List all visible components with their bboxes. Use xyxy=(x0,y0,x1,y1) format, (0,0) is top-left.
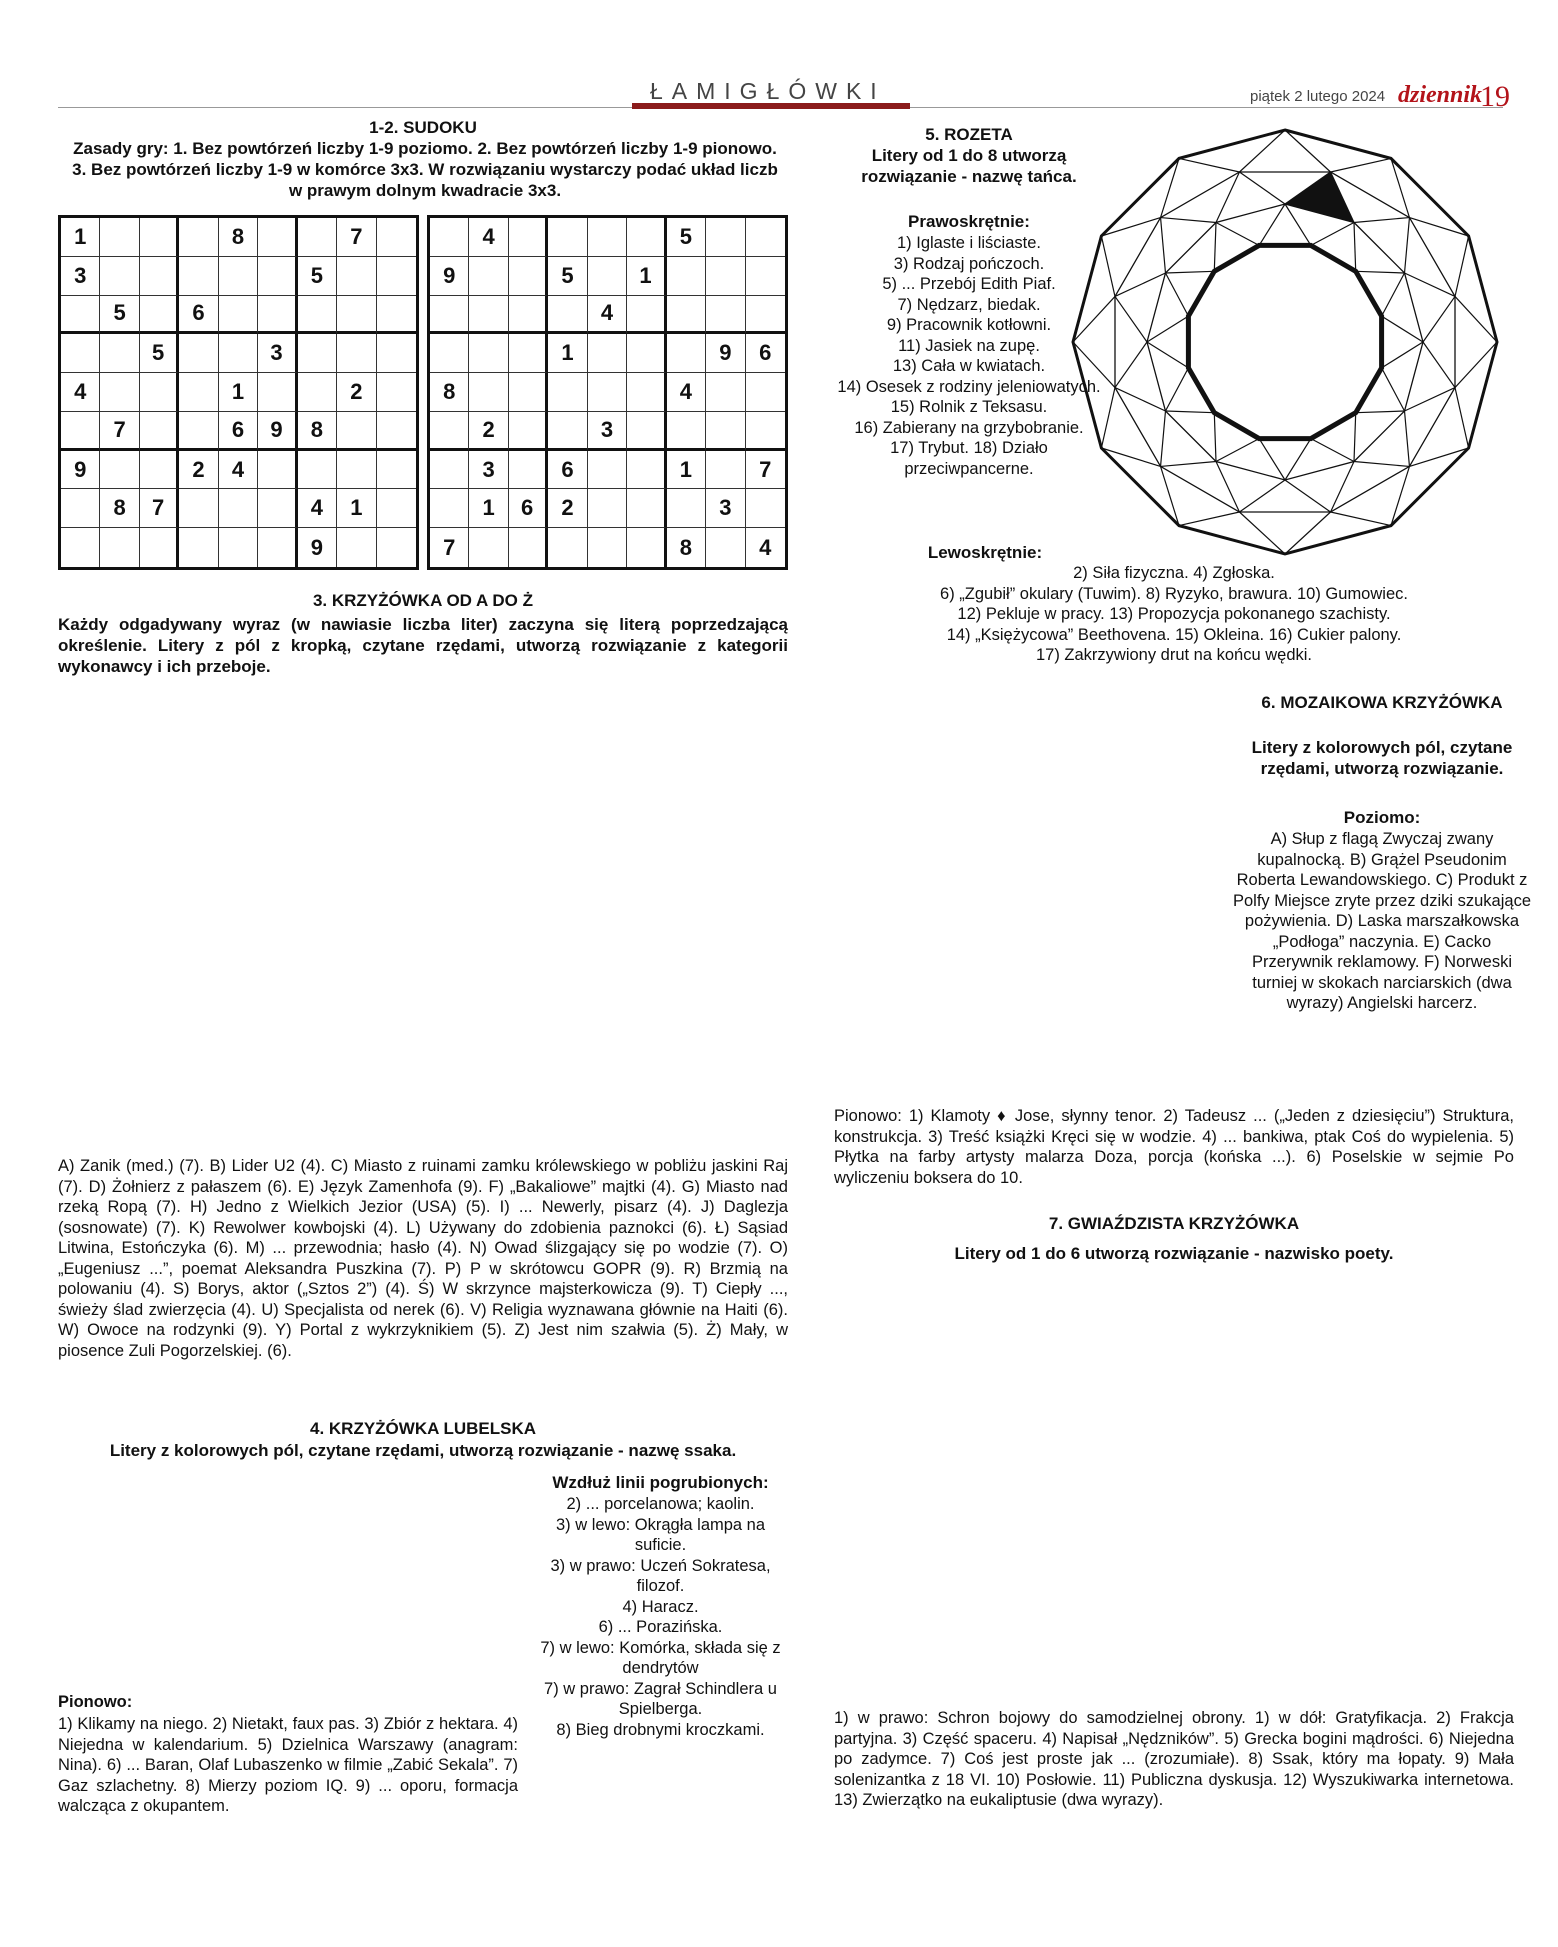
sudoku-cell[interactable] xyxy=(337,257,376,296)
gwiazda-intro: Litery od 1 do 6 utworzą rozwiązanie - nazwisko poety. xyxy=(954,1244,1394,1263)
sudoku-cell[interactable] xyxy=(337,451,376,490)
sudoku-cell[interactable] xyxy=(548,373,587,412)
sudoku-cell[interactable] xyxy=(746,412,785,451)
rozeta-edge xyxy=(1354,222,1356,271)
mozaika-title: 6. MOZAIKOWA KRZYŻÓWKA xyxy=(1261,693,1503,712)
sudoku-cell[interactable] xyxy=(509,528,548,567)
sudoku-cell[interactable] xyxy=(430,451,469,490)
rozeta-edge xyxy=(1356,271,1405,273)
sudoku-cell[interactable]: 8 xyxy=(430,373,469,412)
rozeta-edge xyxy=(1165,271,1214,273)
rozeta-left-clue: 14) „Księżycowa” Beethovena. 15) Okleina. 16) Cukier palony. xyxy=(946,625,1402,644)
sudoku-cell[interactable] xyxy=(61,412,100,451)
sudoku-cell[interactable]: 1 xyxy=(548,334,587,373)
sudoku-cell[interactable] xyxy=(179,412,218,451)
sudoku-cell[interactable] xyxy=(140,412,179,451)
rozeta-edge xyxy=(1382,273,1405,316)
sudoku-cell[interactable] xyxy=(430,296,469,335)
sudoku-cell[interactable] xyxy=(337,412,376,451)
rozeta-edge xyxy=(1161,218,1216,223)
rozeta-edge xyxy=(1455,388,1469,448)
sudoku-cell[interactable] xyxy=(469,528,508,567)
sudoku-grid-1 xyxy=(58,215,419,570)
sudoku-cell[interactable] xyxy=(377,412,416,451)
rozeta-ring xyxy=(1188,245,1381,438)
sudoku-cell[interactable] xyxy=(627,528,666,567)
sudoku-cell[interactable] xyxy=(298,451,337,490)
lubelska-down-label: Pionowo: xyxy=(58,1693,133,1711)
az-title: 3. KRZYŻÓWKA OD A DO Ż xyxy=(312,591,534,610)
rozeta-edge xyxy=(1356,411,1405,413)
sudoku-cell[interactable] xyxy=(100,257,139,296)
sudoku-cell[interactable] xyxy=(430,218,469,257)
sudoku-cell[interactable] xyxy=(140,451,179,490)
lubelska-bold-clue: 6) ... Porazińska. xyxy=(598,1618,723,1636)
sudoku-cell[interactable] xyxy=(219,296,258,335)
rozeta-edge xyxy=(1354,413,1356,462)
rozeta-right-clue: 3) Rodzaj pończoch. xyxy=(893,254,1045,273)
sudoku-cell[interactable] xyxy=(219,489,258,528)
rozeta-ring xyxy=(1115,172,1455,512)
rozeta-left-clue: 6) „Zgubił” okulary (Tuwim). 8) Ryzyko, brawura. 10) Gumowiec. xyxy=(940,584,1408,603)
sudoku-cell[interactable] xyxy=(258,257,297,296)
sudoku-cell[interactable] xyxy=(588,373,627,412)
lubelska-bold-clue: 8) Bieg drobnymi kroczkami. xyxy=(556,1720,765,1739)
sudoku-grid-2 xyxy=(427,215,788,570)
gwiazda-clues: 1) w prawo: Schron bojowy do samodzielnej obrony. 1) w dół: Gratyfikacja. 2) Frakcja partyjna. 3) Część spaceru. 4) Napisał „Nędzników”. 5) Grecka bogini mądrości. 6) Niejedna po zadymce. 7) Coś jest proste jak ... (zrozumiałe). 8) Ssak, który ma łopaty. 9) Mała solenizantka z 18 VI. 10) Posłowie. 11) Publiczna dyskusja. 12) Wyszukiwarka internetowa. 13) Zwierzątko na eukaliptusie (dwa wyrazy). xyxy=(834,1709,1514,1809)
sudoku-cell[interactable]: 2 xyxy=(179,451,218,490)
rozeta-right-clue: 5) ... Przebój Edith Piaf. xyxy=(882,275,1056,293)
sudoku-title: 1-2. SUDOKU xyxy=(369,118,477,137)
rozeta-inner-ring xyxy=(1188,245,1381,438)
sudoku-cell[interactable]: 1 xyxy=(627,257,666,296)
sudoku-cell[interactable] xyxy=(746,489,785,528)
sudoku-cell[interactable] xyxy=(140,373,179,412)
rozeta-edge xyxy=(1115,296,1147,342)
rozeta-edge xyxy=(1216,222,1259,245)
sudoku-cell[interactable]: 7 xyxy=(430,528,469,567)
rozeta-edge xyxy=(1382,368,1405,411)
sudoku-cell[interactable] xyxy=(469,257,508,296)
rozeta-edge xyxy=(1216,172,1239,222)
rozeta-edge xyxy=(1311,222,1354,245)
sudoku-cell[interactable] xyxy=(337,528,376,567)
sudoku-cell[interactable] xyxy=(667,257,706,296)
sudoku-cell[interactable] xyxy=(377,257,416,296)
sudoku-cell[interactable] xyxy=(706,296,745,335)
sudoku-cell[interactable] xyxy=(258,373,297,412)
sudoku-cell[interactable] xyxy=(100,528,139,567)
gwiazda-title: 7. GWIAŹDZISTA KRZYŻÓWKA xyxy=(1048,1214,1300,1233)
rozeta-edge xyxy=(1101,236,1115,296)
rozeta-edge xyxy=(1179,158,1239,172)
sudoku-cell[interactable] xyxy=(706,257,745,296)
sudoku-cell[interactable] xyxy=(627,334,666,373)
az-intro: Każdy odgadywany wyraz (w nawiasie liczba liter) zaczyna się literą poprzedzającą określenie. Litery z pól z kropką, czytane rzędami, utworzą rozwiązanie z kategorii wykonawcy i ich przeboje. xyxy=(58,615,788,676)
sudoku-cell[interactable] xyxy=(61,296,100,335)
sudoku-cell[interactable] xyxy=(430,412,469,451)
sudoku-cell[interactable]: 8 xyxy=(667,528,706,567)
rozeta-edge xyxy=(1405,218,1410,273)
sudoku-cell[interactable] xyxy=(746,296,785,335)
lubelska-answer-grid xyxy=(535,1778,789,1818)
gwiazda-answer-grid xyxy=(1037,1625,1297,1669)
sudoku-cell[interactable]: 2 xyxy=(469,412,508,451)
sudoku-cell[interactable] xyxy=(430,334,469,373)
rozeta-left-clues xyxy=(834,563,1514,666)
lubelska-title: 4. KRZYŻÓWKA LUBELSKA xyxy=(309,1419,537,1438)
sudoku-cell[interactable]: 3 xyxy=(61,257,100,296)
rozeta-right-clue: 11) Jasiek na zupę. xyxy=(898,336,1040,355)
sudoku-cell[interactable]: 7 xyxy=(140,489,179,528)
sudoku-cell[interactable]: 1 xyxy=(469,489,508,528)
sudoku-cell[interactable] xyxy=(588,489,627,528)
rozeta-edge xyxy=(1115,388,1165,411)
sudoku-cell[interactable]: 7 xyxy=(337,218,376,257)
sudoku-cell[interactable] xyxy=(140,218,179,257)
rozeta-edge xyxy=(1165,273,1188,316)
sudoku-cell[interactable] xyxy=(258,451,297,490)
sudoku-cell[interactable] xyxy=(377,373,416,412)
sudoku-cell[interactable] xyxy=(219,334,258,373)
sudoku-cell[interactable] xyxy=(258,489,297,528)
rozeta-edge xyxy=(1115,342,1147,388)
sudoku-cell[interactable] xyxy=(706,451,745,490)
sudoku-cell[interactable] xyxy=(100,373,139,412)
sudoku-cell[interactable] xyxy=(509,334,548,373)
rozeta-edge xyxy=(1354,218,1409,223)
sudoku-cell[interactable] xyxy=(706,373,745,412)
sudoku-cell[interactable] xyxy=(61,528,100,567)
rozeta-edge xyxy=(1311,439,1354,462)
sudoku-cell[interactable] xyxy=(258,218,297,257)
lubelska-down-clues: 1) Klikamy na niego. 2) Nietakt, faux pas. 3) Zbiór z hektara. 4) Niejedna w kalendarium. 5) Dzielnica Warszawy (anagram: Nina). 6) ... Baran, Olaf Lubaszenko w filmie „Zabić Sekala”. 7) Gaz szlachetny. 8) Mierzy poziom IQ. 9) ... oporu, formacja walcząca z okupantem. xyxy=(58,1715,518,1815)
rozeta-edge xyxy=(1405,388,1455,411)
sudoku-cell[interactable] xyxy=(627,296,666,335)
sudoku-cell[interactable]: 6 xyxy=(746,334,785,373)
lubelska-bold-clue: 7) w prawo: Zagrał Schindlera u Spielberga. xyxy=(544,1679,777,1718)
sudoku-cell[interactable] xyxy=(430,489,469,528)
sudoku-cell[interactable] xyxy=(298,218,337,257)
sudoku-cell[interactable] xyxy=(588,451,627,490)
rozeta-edge xyxy=(1455,236,1469,296)
sudoku-cell[interactable]: 4 xyxy=(469,218,508,257)
sudoku-cell[interactable] xyxy=(298,296,337,335)
sudoku-cell[interactable] xyxy=(548,412,587,451)
sudoku-cell[interactable] xyxy=(298,334,337,373)
sudoku-cell[interactable] xyxy=(509,296,548,335)
sudoku-cell[interactable] xyxy=(179,334,218,373)
sudoku-cell[interactable]: 8 xyxy=(219,218,258,257)
sudoku-cell[interactable]: 3 xyxy=(706,489,745,528)
sudoku-cell[interactable] xyxy=(706,412,745,451)
rozeta-edge xyxy=(1405,273,1455,296)
mozaika-across-clues: A) Słup z flagą Zwyczaj zwany kupalnocką. B) Grążel Pseudonim Roberta Lewandowskiego. C) Produkt z Polfy Miejsce zryte przez dziki szukające pożywienia. D) Laska marszałkowska „Podłoga” naczynia. E) Cacko Przerywnik reklamowy. F) Norweski turniej w skokach narciarskich (dwa wyrazy) Angielski harcerz. xyxy=(1232,830,1531,1012)
sudoku-cell[interactable] xyxy=(258,528,297,567)
rozeta-edge xyxy=(1216,439,1259,462)
sudoku-cell[interactable] xyxy=(548,218,587,257)
brand-logo: dziennik xyxy=(1398,82,1483,108)
issue-date: piątek 2 lutego 2024 xyxy=(1250,88,1386,105)
rozeta-edge xyxy=(1161,411,1166,466)
rozeta-ring xyxy=(1073,130,1497,554)
sudoku-cell[interactable]: 9 xyxy=(258,412,297,451)
rozeta-edge xyxy=(1216,462,1239,512)
rozeta-edge xyxy=(1331,512,1391,526)
sudoku-cell[interactable] xyxy=(509,451,548,490)
sudoku-cell[interactable] xyxy=(219,528,258,567)
sudoku-cell[interactable] xyxy=(627,412,666,451)
sudoku-cell[interactable] xyxy=(179,489,218,528)
sudoku-cell[interactable]: 3 xyxy=(588,412,627,451)
sudoku-cell[interactable]: 4 xyxy=(588,296,627,335)
rozeta-right-clue: 1) Iglaste i liściaste. xyxy=(897,234,1041,252)
sudoku-cell[interactable]: 1 xyxy=(61,218,100,257)
sudoku-cell[interactable] xyxy=(706,528,745,567)
sudoku-cell[interactable]: 6 xyxy=(548,451,587,490)
rozeta-edge xyxy=(1423,342,1455,388)
rozeta-intro: Litery od 1 do 8 utworzą rozwiązanie - nazwę tańca. xyxy=(861,146,1077,186)
section-title: ŁAMIGŁÓWKI xyxy=(650,78,886,104)
sudoku-cell[interactable]: 6 xyxy=(179,296,218,335)
sudoku-cell[interactable] xyxy=(667,334,706,373)
sudoku-cell[interactable] xyxy=(667,412,706,451)
sudoku-cell[interactable] xyxy=(100,218,139,257)
mozaika-grid xyxy=(828,700,1223,1080)
gwiazda-diagram xyxy=(850,1280,1510,1680)
sudoku-cell[interactable]: 1 xyxy=(337,489,376,528)
sudoku-cell[interactable] xyxy=(469,334,508,373)
lubelska-bold-clues xyxy=(533,1494,788,1740)
sudoku-cell[interactable] xyxy=(61,334,100,373)
sudoku-cell[interactable] xyxy=(746,257,785,296)
sudoku-cell[interactable] xyxy=(377,451,416,490)
sudoku-cell[interactable]: 6 xyxy=(219,412,258,451)
sudoku-cell[interactable] xyxy=(667,489,706,528)
sudoku-cell[interactable]: 5 xyxy=(298,257,337,296)
sudoku-cell[interactable]: 4 xyxy=(667,373,706,412)
rozeta-right-clue: 16) Zabierany na grzybobranie. xyxy=(854,418,1084,437)
sudoku-cell[interactable] xyxy=(179,218,218,257)
sudoku-cell[interactable] xyxy=(588,334,627,373)
sudoku-cell[interactable]: 4 xyxy=(219,451,258,490)
rozeta-left-clue: 2) Siła fizyczna. 4) Zgłoska. xyxy=(1073,564,1275,582)
lubelska-bold-clue: 2) ... porcelanowa; kaolin. xyxy=(566,1495,755,1513)
sudoku-cell[interactable] xyxy=(219,257,258,296)
mozaika-intro: Litery z kolorowych pól, czytane rzędami, utworzą rozwiązanie. xyxy=(1251,738,1513,778)
sudoku-cell[interactable] xyxy=(377,528,416,567)
sudoku-cell[interactable] xyxy=(469,373,508,412)
sudoku-cell[interactable] xyxy=(627,373,666,412)
az-clues: A) Zanik (med.) (7). B) Lider U2 (4). C) Miasto z ruinami zamku królewskiego w pobliżu jaskini Raj (7). D) Żołnierz z pałaszem (6). E) Język Zamenhofa (9). F) „Bakaliowe” majtki (4). G) Miasto nad rzeką Ropą (7). H) Jedno z Wielkich Jezior (USA) (5). I) ... Newerly, pisarz (4). J) Daglezja (sosnowate) (7). K) Rewolwer kowbojski (4). L) Używany do zdobienia paznokci (6). Ł) Sąsiad Litwina, Estończyka (6). M) ... przewodnia; hasło (4). N) Owad ślizgający się po wodzie (7). O) „Eugeniusz ...”, poemat Aleksandra Puszkina (7). P) P w skrótowcu GOPR (9). R) Brzmią na polowaniu (4). S) Borys, aktor („Sztos 2”) (4). Ś) W skrzynce majsterkowicza (9). T) Ciepły ..., świeży ślad zwierzęcia (4). U) Specjalista od nerek (6). V) Religia wyznawana głównie na Haiti (6). W) Owoce na rodzynki (9). Y) Portal z wykrzyknikiem (5). Z) Jest nim szałwia (5). Ż) Mały, w piosence Zuli Pogorzelskiej. (6). xyxy=(58,1157,788,1360)
rozeta-edge xyxy=(1101,388,1115,448)
lubelska-bold-label: Wzdłuż linii pogrubionych: xyxy=(552,1473,769,1492)
sudoku-cell[interactable]: 2 xyxy=(548,489,587,528)
sudoku-cell[interactable] xyxy=(667,296,706,335)
sudoku-cell[interactable]: 4 xyxy=(61,373,100,412)
lubelska-bold-clue: 7) w lewo: Komórka, składa się z dendrytów xyxy=(540,1638,781,1677)
sudoku-cell[interactable] xyxy=(337,334,376,373)
rozeta-diagram xyxy=(1050,118,1520,566)
sudoku-cell[interactable] xyxy=(100,451,139,490)
sudoku-cell[interactable] xyxy=(469,296,508,335)
rozeta-right-clue: 17) Trybut. 18) Działo przeciwpancerne. xyxy=(890,439,1048,478)
sudoku-cell[interactable]: 4 xyxy=(298,489,337,528)
sudoku-cell[interactable] xyxy=(548,296,587,335)
mozaika-down-clues: Pionowo: 1) Klamoty ♦ Jose, słynny tenor. 2) Tadeusz ... („Jeden z dziesięciu”) Struktura, konstrukcja. 3) Treść książki Kręci się w wodzie. 4) ... bankiwa, ptak Coś do wypielenia. 5) Płytka na farby artysty malarza Doza, porcja (końska ...). 6) Poselskie w sejmie Po wyliczeniu boksera do 10. xyxy=(834,1107,1514,1187)
rozeta-right-clue: 9) Pracownik kotłowni. xyxy=(886,316,1052,334)
rozeta-left-label: Lewoskrętnie: xyxy=(927,543,1043,562)
sudoku-cell[interactable] xyxy=(509,412,548,451)
sudoku-cell[interactable]: 7 xyxy=(100,412,139,451)
sudoku-cell[interactable] xyxy=(298,373,337,412)
sudoku-cell[interactable] xyxy=(377,218,416,257)
sudoku-cell[interactable] xyxy=(627,451,666,490)
sudoku-cell[interactable] xyxy=(509,373,548,412)
rozeta-edge xyxy=(1285,480,1331,512)
sudoku-rules: Zasady gry: 1. Bez powtórzeń liczby 1-9 poziomo. 2. Bez powtórzeń liczby 1-9 pionowo. 3. Bez powtórzeń liczby 1-9 w komórce 3x3. W rozwiązaniu wystarczy podać układ liczb w prawym dolnym kwadracie 3x3. xyxy=(72,139,778,200)
sudoku-cell[interactable]: 3 xyxy=(258,334,297,373)
sudoku-cell[interactable] xyxy=(627,489,666,528)
sudoku-cell[interactable]: 3 xyxy=(469,451,508,490)
sudoku-cell[interactable]: 2 xyxy=(337,373,376,412)
rozeta-edge xyxy=(1161,218,1166,273)
rozeta-right-label: Prawoskrętnie: xyxy=(908,212,1030,231)
sudoku-cell[interactable] xyxy=(746,373,785,412)
sudoku-cell[interactable] xyxy=(377,296,416,335)
page-number: 19 xyxy=(1480,80,1510,113)
sudoku-cell[interactable] xyxy=(509,218,548,257)
rozeta-edge xyxy=(1214,413,1216,462)
rozeta-edge xyxy=(1405,411,1410,466)
sudoku-cell[interactable] xyxy=(179,373,218,412)
sudoku-cell[interactable]: 8 xyxy=(298,412,337,451)
rozeta-edge xyxy=(1179,512,1239,526)
sudoku-cell[interactable]: 9 xyxy=(430,257,469,296)
lubelska-bold-clue: 3) w prawo: Uczeń Sokratesa, filozof. xyxy=(550,1556,771,1595)
rozeta-edge xyxy=(1331,158,1391,172)
sudoku-cell[interactable]: 9 xyxy=(706,334,745,373)
rozeta-edge xyxy=(1354,462,1409,467)
sudoku-cell[interactable]: 9 xyxy=(61,451,100,490)
sudoku-cell[interactable] xyxy=(588,257,627,296)
sudoku-cell[interactable]: 5 xyxy=(140,334,179,373)
sudoku-cell[interactable]: 5 xyxy=(100,296,139,335)
sudoku-cell[interactable] xyxy=(548,528,587,567)
rozeta-edge xyxy=(1165,411,1214,413)
sudoku-cell[interactable] xyxy=(588,218,627,257)
sudoku-cell[interactable]: 9 xyxy=(298,528,337,567)
rozeta-edge xyxy=(1331,462,1354,512)
sudoku-cell[interactable] xyxy=(377,334,416,373)
sudoku-cell[interactable] xyxy=(377,489,416,528)
sudoku-cell[interactable] xyxy=(179,257,218,296)
rozeta-right-clue: 7) Nędzarz, biedak. xyxy=(897,295,1041,314)
sudoku-cell[interactable] xyxy=(140,296,179,335)
sudoku-cell[interactable] xyxy=(588,528,627,567)
sudoku-cell[interactable] xyxy=(337,296,376,335)
sudoku-cell[interactable] xyxy=(140,257,179,296)
rozeta-edge xyxy=(1161,462,1216,467)
sudoku-cell[interactable] xyxy=(746,218,785,257)
rozeta-edge xyxy=(1239,172,1285,204)
sudoku-cell[interactable]: 1 xyxy=(219,373,258,412)
sudoku-cell[interactable]: 8 xyxy=(100,489,139,528)
sudoku-cell[interactable]: 6 xyxy=(509,489,548,528)
rozeta-edge xyxy=(1239,480,1285,512)
lubelska-bold-clue: 4) Haracz. xyxy=(622,1597,699,1616)
rozeta-left-clue: 17) Zakrzywiony drut na końcu wędki. xyxy=(1035,646,1313,664)
rozeta-right-clue: 13) Cała w kwiatach. xyxy=(892,357,1046,375)
az-grid xyxy=(92,690,752,1140)
rozeta-title: 5. ROZETA xyxy=(925,125,1013,144)
rozeta-edge xyxy=(1165,368,1188,411)
sudoku-cell[interactable] xyxy=(140,528,179,567)
sudoku-cell[interactable] xyxy=(627,218,666,257)
sudoku-cell[interactable] xyxy=(100,334,139,373)
lubelska-bold-clue: 3) w lewo: Okrągła lampa na suficie. xyxy=(555,1515,766,1554)
rozeta-edge xyxy=(1115,273,1165,296)
rozeta-left-clue: 12) Pekluje w pracy. 13) Propozycja pokonanego szachisty. xyxy=(957,605,1391,623)
sudoku-cell[interactable] xyxy=(706,218,745,257)
sudoku-cell[interactable] xyxy=(509,257,548,296)
sudoku-cell[interactable] xyxy=(258,296,297,335)
lubelska-intro: Litery z kolorowych pól, czytane rzędami, utworzą rozwiązanie - nazwę ssaka. xyxy=(109,1441,737,1460)
rozeta-edge xyxy=(1423,296,1455,342)
rozeta-right-clue: 15) Rolnik z Teksasu. xyxy=(890,398,1048,416)
mozaika-across-label: Poziomo: xyxy=(1343,808,1421,827)
sudoku-cell[interactable] xyxy=(179,528,218,567)
sudoku-cell[interactable]: 4 xyxy=(759,534,772,560)
lubelska-grid xyxy=(58,1478,518,1690)
sudoku-cell[interactable]: 5 xyxy=(667,218,706,257)
sudoku-cell[interactable]: 5 xyxy=(548,257,587,296)
rozeta-right-clue: 14) Osesek z rodziny jeleniowatych. xyxy=(837,377,1101,396)
sudoku-cell[interactable]: 1 xyxy=(667,451,706,490)
sudoku-cell[interactable]: 7 xyxy=(746,451,785,490)
sudoku-cell[interactable] xyxy=(61,489,100,528)
rozeta-edge xyxy=(1214,222,1216,271)
